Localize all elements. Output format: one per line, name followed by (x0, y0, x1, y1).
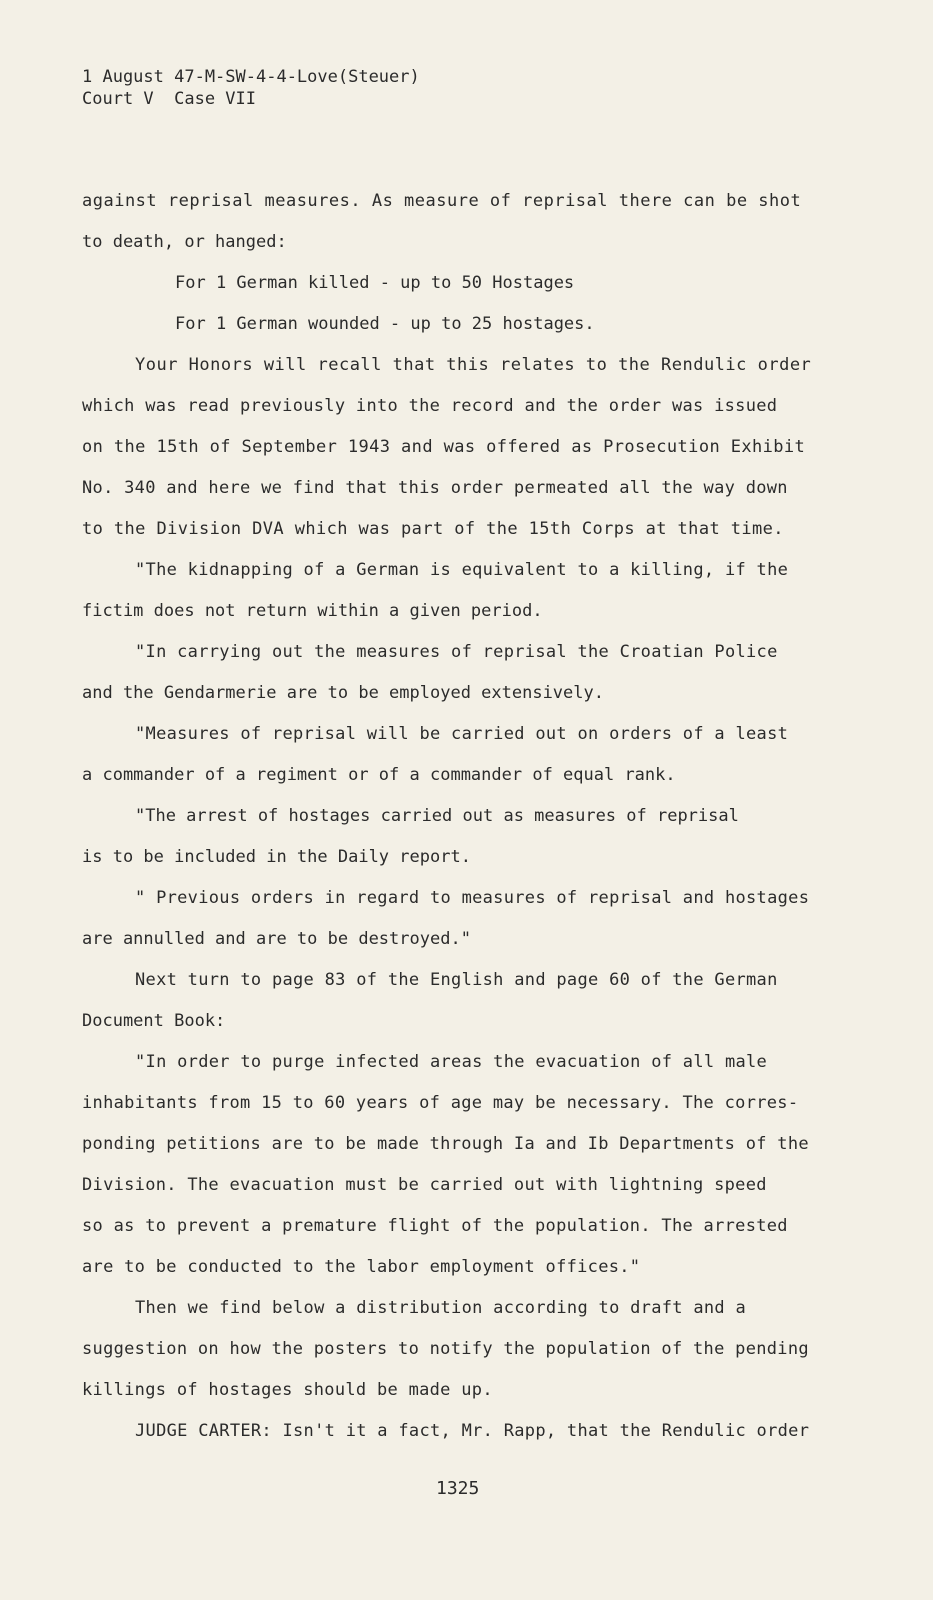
body-line: which was read previously into the record and the order was issued (82, 396, 778, 416)
body-line: inhabitants from 15 to 60 years of age may be necessary. The corres- (82, 1093, 799, 1113)
body-line: to death, or hanged: (82, 232, 287, 252)
body-line: Division. The evacuation must be carried out with lightning speed (82, 1175, 767, 1195)
document-header (82, 66, 420, 110)
body-line: No. 340 and here we find that this order permeated all the way down (82, 478, 788, 498)
body-line: are annulled and are to be destroyed." (82, 929, 471, 949)
body-line: "In order to purge infected areas the evacuation of all male (135, 1052, 768, 1072)
body-line: killings of hostages should be made up. (82, 1380, 493, 1400)
body-line: and the Gendarmerie are to be employed extensively. (82, 683, 604, 703)
body-line: on the 15th of September 1943 and was offered as Prosecution Exhibit (82, 437, 806, 457)
body-line: to the Division DVA which was part of the 15th Corps at that time. (82, 519, 784, 539)
body-line: "Measures of reprisal will be carried out on orders of a least (135, 724, 789, 744)
body-line: are to be conducted to the labor employment offices." (82, 1257, 641, 1277)
body-line: " Previous orders in regard to measures of reprisal and hostages (135, 888, 810, 908)
body-line: a commander of a regiment or of a commander of equal rank. (82, 765, 676, 785)
body-line: Next turn to page 83 of the English and page 60 of the German (135, 970, 778, 990)
body-line: Your Honors will recall that this relates to the Rendulic order (135, 355, 812, 375)
body-line: so as to prevent a premature flight of the population. The arrested (82, 1216, 788, 1236)
body-line: against reprisal measures. As measure of reprisal there can be shot (82, 191, 802, 211)
body-line: "The kidnapping of a German is equivalent to a killing, if the (135, 560, 789, 580)
header-date-reference: 1 August 47-M-SW-4-4-Love(Steuer) (82, 67, 420, 87)
body-line: is to be included in the Daily report. (82, 847, 471, 867)
body-line: "The arrest of hostages carried out as measures of reprisal (135, 806, 739, 826)
body-line: fictim does not return within a given period. (82, 601, 543, 621)
body-line: suggestion on how the posters to notify the population of the pending (82, 1339, 809, 1359)
body-line: For 1 German killed - up to 50 Hostages (175, 273, 575, 293)
body-line: Document Book: (82, 1011, 226, 1031)
body-line: ponding petitions are to be made through Ia and Ib Departments of the (82, 1134, 809, 1154)
page-number: 1325 (436, 1478, 480, 1499)
header-court-case: Court V Case VII (82, 89, 256, 109)
body-line: "In carrying out the measures of reprisal the Croatian Police (135, 642, 778, 662)
body-line: For 1 German wounded - up to 25 hostages. (175, 314, 595, 334)
body-line: JUDGE CARTER: Isn't it a fact, Mr. Rapp, that the Rendulic order (135, 1421, 810, 1441)
body-line: Then we find below a distribution according to draft and a (135, 1298, 747, 1318)
